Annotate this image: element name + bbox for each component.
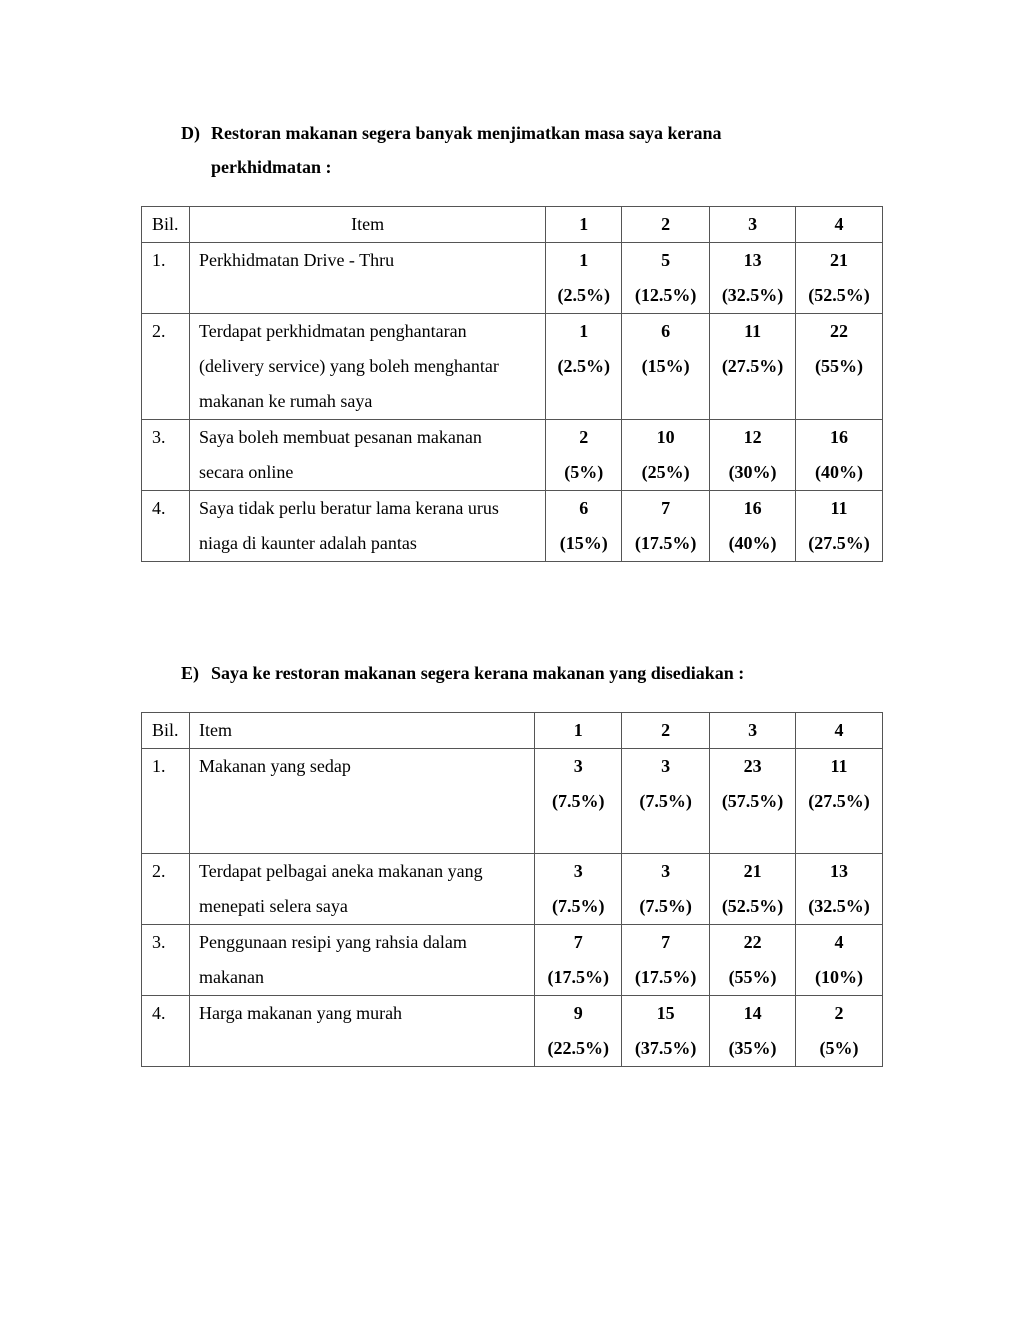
count: 3: [573, 861, 583, 881]
count: 7: [661, 498, 671, 518]
percent: (57.5%): [721, 791, 784, 811]
count: 7: [661, 932, 671, 952]
percent: (30%): [728, 462, 777, 482]
row-number: 4.: [142, 491, 190, 562]
table-row: [142, 314, 883, 420]
value-cell: [710, 854, 796, 925]
percent: (2.5%): [557, 356, 610, 376]
header-col-1: 1: [535, 713, 622, 749]
percent: (40%): [815, 462, 864, 482]
percent: (35%): [728, 1038, 777, 1058]
table-header-row: [142, 713, 883, 749]
item-line: makanan ke rumah saya: [198, 391, 373, 411]
header-col-2: 2: [622, 713, 710, 749]
header-bil: Bil.: [142, 713, 190, 749]
percent: (55%): [728, 967, 777, 987]
header-col-2: 2: [622, 207, 710, 243]
percent: (10%): [815, 967, 864, 987]
value-cell: [622, 491, 710, 562]
table-row: [142, 996, 883, 1067]
header-col-4: 4: [796, 713, 883, 749]
count: 11: [744, 321, 762, 341]
item-line: makanan: [198, 967, 264, 987]
section-d-heading: [181, 116, 722, 184]
section-d-title-line2: perkhidmatan :: [211, 157, 332, 177]
value-cell: [710, 314, 796, 420]
header-col-4: 4: [796, 207, 883, 243]
value-cell: [796, 314, 883, 420]
percent: (7.5%): [639, 791, 692, 811]
count: 2: [579, 427, 589, 447]
value-cell: [535, 925, 622, 996]
header-col-3: 3: [710, 207, 796, 243]
count: 10: [656, 427, 675, 447]
percent: (40%): [728, 533, 777, 553]
value-cell: [622, 749, 710, 854]
percent: (7.5%): [639, 896, 692, 916]
value-cell: [796, 491, 883, 562]
item-line: Terdapat pelbagai aneka makanan yang: [198, 861, 483, 881]
value-cell: [710, 491, 796, 562]
count: 21: [743, 861, 762, 881]
value-cell: [710, 749, 796, 854]
count: 23: [743, 756, 762, 776]
percent: (55%): [815, 356, 864, 376]
count: 12: [743, 427, 762, 447]
value-cell: [710, 925, 796, 996]
row-item: [189, 420, 545, 491]
value-cell: [546, 491, 622, 562]
percent: (32.5%): [808, 896, 870, 916]
value-cell: [535, 749, 622, 854]
item-line: Saya boleh membuat pesanan makanan: [198, 427, 482, 447]
value-cell: [622, 243, 710, 314]
table-row: [142, 925, 883, 996]
percent: (32.5%): [721, 285, 784, 305]
item-line: Saya tidak perlu beratur lama kerana urus: [198, 498, 499, 518]
value-cell: [622, 854, 710, 925]
percent: (17.5%): [547, 967, 609, 987]
percent: (5%): [819, 1038, 859, 1058]
count: 1: [579, 321, 589, 341]
percent: (15%): [559, 533, 608, 553]
row-item: [189, 243, 545, 314]
value-cell: [710, 996, 796, 1067]
percent: (27.5%): [808, 533, 870, 553]
count: 21: [830, 250, 849, 270]
item-line: niaga di kaunter adalah pantas: [198, 533, 417, 553]
item-line: Terdapat perkhidmatan penghantaran: [198, 321, 467, 341]
count: 1: [579, 250, 589, 270]
count: 6: [579, 498, 589, 518]
header-item: Item: [189, 207, 545, 243]
row-number: 3.: [142, 925, 190, 996]
count: 3: [661, 861, 671, 881]
percent: (22.5%): [547, 1038, 609, 1058]
header-item: Item: [189, 713, 534, 749]
count: 16: [830, 427, 849, 447]
count: 11: [830, 498, 848, 518]
value-cell: [622, 420, 710, 491]
value-cell: [710, 420, 796, 491]
value-cell: [546, 243, 622, 314]
count: 16: [743, 498, 762, 518]
value-cell: [622, 925, 710, 996]
percent: (7.5%): [551, 791, 605, 811]
count: 5: [661, 250, 671, 270]
count: 13: [743, 250, 762, 270]
row-number: 1.: [142, 243, 190, 314]
count: 4: [834, 932, 844, 952]
percent: (12.5%): [634, 285, 697, 305]
row-item: [189, 314, 545, 420]
section-e-table: [141, 712, 883, 1067]
table-row: [142, 243, 883, 314]
count: 22: [743, 932, 762, 952]
count: 3: [573, 756, 583, 776]
value-cell: [622, 996, 710, 1067]
section-e-letter: E): [181, 663, 199, 683]
count: 6: [661, 321, 671, 341]
value-cell: [546, 314, 622, 420]
value-cell: [796, 749, 883, 854]
table-row: [142, 491, 883, 562]
count: 14: [743, 1003, 762, 1023]
percent: (37.5%): [634, 1038, 697, 1058]
row-number: 1.: [142, 749, 190, 854]
item-line: (delivery service) yang boleh menghantar: [198, 356, 499, 376]
item-line: Perkhidmatan Drive - Thru: [198, 250, 395, 270]
row-number: 3.: [142, 420, 190, 491]
value-cell: [535, 854, 622, 925]
item-line: Penggunaan resipi yang rahsia dalam: [198, 932, 467, 952]
table-header-row: [142, 207, 883, 243]
row-item: [189, 491, 545, 562]
count: 13: [830, 861, 849, 881]
item-line: menepati selera saya: [198, 896, 348, 916]
value-cell: [796, 243, 883, 314]
percent: (5%): [564, 462, 604, 482]
header-col-3: 3: [710, 713, 796, 749]
percent: (17.5%): [634, 967, 697, 987]
item-line: Makanan yang sedap: [198, 756, 351, 776]
row-item: [189, 925, 534, 996]
count: 3: [661, 756, 671, 776]
percent: (15%): [641, 356, 690, 376]
item-line: secara online: [198, 462, 294, 482]
section-d-title-line1: Restoran makanan segera banyak menjimatkan masa saya kerana: [211, 123, 722, 143]
section-d-letter: D): [181, 123, 200, 143]
table-row: [142, 749, 883, 854]
section-e-heading: [181, 656, 744, 690]
row-item: [189, 749, 534, 854]
header-bil: Bil.: [142, 207, 190, 243]
table-row: [142, 420, 883, 491]
value-cell: [546, 420, 622, 491]
count: 11: [830, 756, 848, 776]
value-cell: [796, 996, 883, 1067]
value-cell: [796, 925, 883, 996]
row-item: [189, 854, 534, 925]
percent: (52.5%): [721, 896, 784, 916]
count: 2: [834, 1003, 844, 1023]
count: 9: [573, 1003, 583, 1023]
percent: (25%): [641, 462, 690, 482]
percent: (27.5%): [721, 356, 784, 376]
percent: (52.5%): [808, 285, 870, 305]
item-line: Harga makanan yang murah: [198, 1003, 403, 1023]
percent: (27.5%): [808, 791, 870, 811]
count: 15: [656, 1003, 675, 1023]
row-item: [189, 996, 534, 1067]
value-cell: [710, 243, 796, 314]
count: 7: [573, 932, 583, 952]
percent: (7.5%): [551, 896, 605, 916]
row-number: 2.: [142, 314, 190, 420]
value-cell: [796, 854, 883, 925]
row-number: 4.: [142, 996, 190, 1067]
row-number: 2.: [142, 854, 190, 925]
section-d-table: [141, 206, 883, 562]
percent: (17.5%): [634, 533, 697, 553]
value-cell: [796, 420, 883, 491]
percent: (2.5%): [557, 285, 610, 305]
table-row: [142, 854, 883, 925]
value-cell: [622, 314, 710, 420]
value-cell: [535, 996, 622, 1067]
count: 22: [830, 321, 849, 341]
section-e-title-line1: Saya ke restoran makanan segera kerana makanan yang disediakan :: [211, 663, 745, 683]
header-col-1: 1: [546, 207, 622, 243]
